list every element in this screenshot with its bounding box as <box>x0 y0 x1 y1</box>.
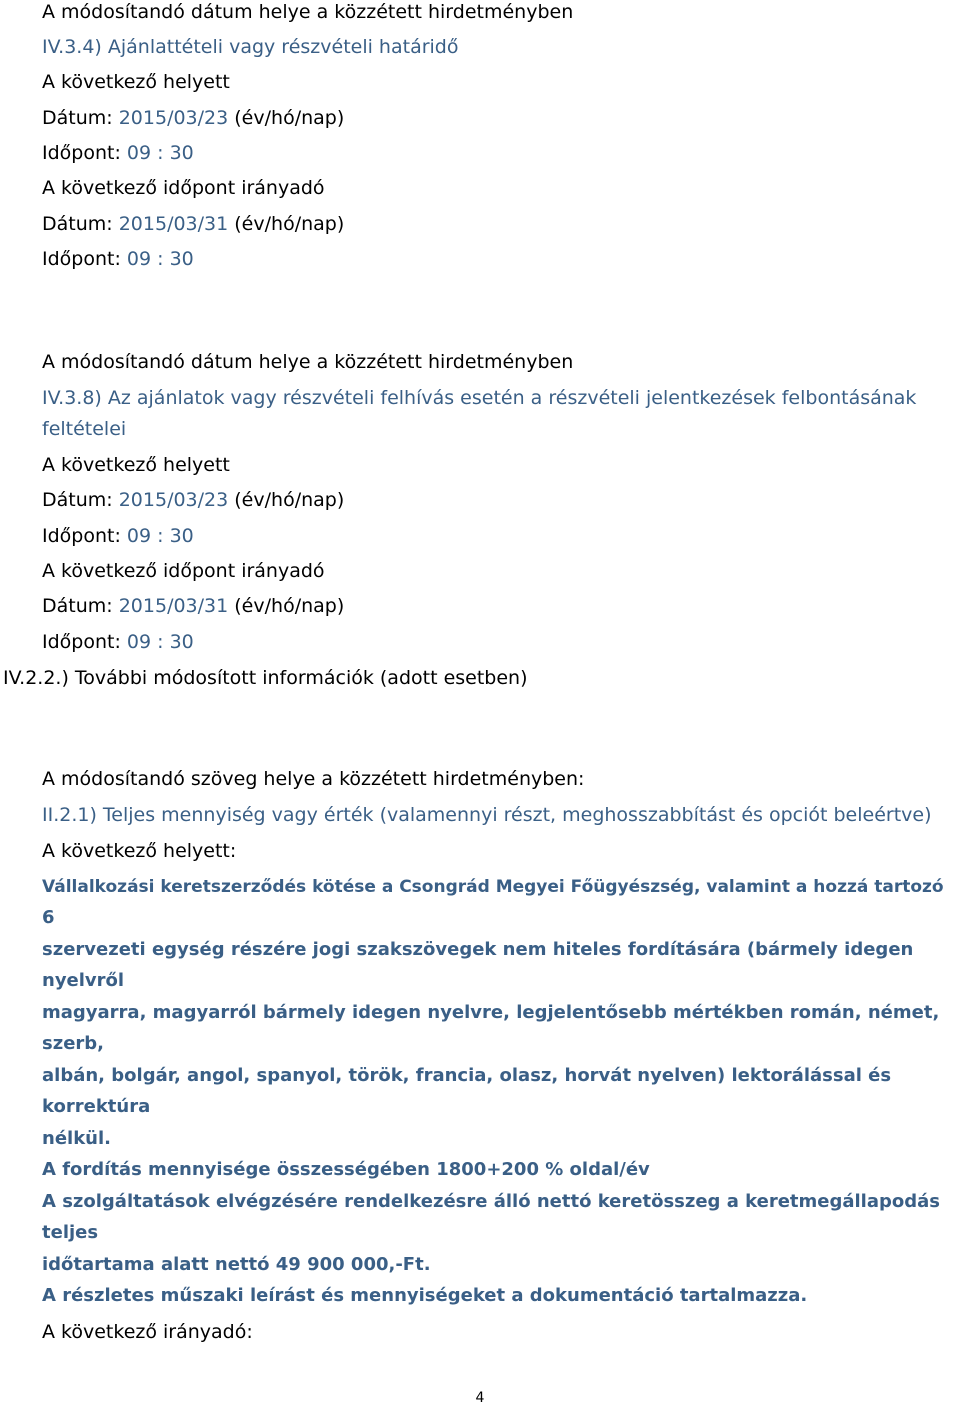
paragraph-line: Vállalkozási keretszerződés kötése a Csongrád Megyei Főügyészség, valamint a hozzá tartozó <box>42 877 944 897</box>
date-row <box>42 488 344 512</box>
section-code: IV.3. <box>42 387 83 409</box>
section-title: 4) Ajánlattételi vagy részvételi határidő <box>82 36 459 58</box>
instead-of-label: A következő helyett: <box>42 840 237 862</box>
paragraph-line: nyelvről <box>42 970 125 991</box>
date-value: 2015/03/23 <box>118 107 229 129</box>
section-code-heading <box>42 803 932 827</box>
date-value: 2015/03/31 <box>118 213 229 235</box>
paragraph-line: 6 <box>42 907 55 928</box>
paragraph-line: nélkül. <box>42 1128 111 1149</box>
paragraph-line: A részletes műszaki leírást és mennyiségeket a dokumentáció tartalmazza. <box>42 1285 808 1306</box>
date-label: Dátum: <box>42 595 119 617</box>
date-format: (év/hó/nap) <box>228 595 345 617</box>
date-format: (év/hó/nap) <box>228 107 345 129</box>
date-label: Dátum: <box>42 213 119 235</box>
time-row <box>42 247 194 271</box>
section-code: II.2. <box>42 804 78 826</box>
time-row <box>42 630 194 654</box>
page-number: 4 <box>475 1390 485 1406</box>
date-value: 2015/03/23 <box>118 489 229 511</box>
instead-of-label: A következő helyett <box>42 454 230 476</box>
date-format: (év/hó/nap) <box>228 213 345 235</box>
section-code-heading <box>42 35 459 59</box>
paragraph-line: szerb, <box>42 1033 104 1054</box>
following-label: A következő irányadó: <box>42 1321 253 1343</box>
time-row <box>42 141 194 165</box>
time-value: 09 : 30 <box>126 248 194 270</box>
section-code-heading <box>42 386 916 410</box>
paragraph-line: magyarra, magyarról bármely idegen nyelvre, legjelentősebb mértékben román, német, <box>42 1002 940 1023</box>
further-info-heading: IV.2.2.) További módosított információk (adott esetben) <box>3 667 528 689</box>
time-label: Időpont: <box>42 142 127 164</box>
time-value: 09 : 30 <box>126 631 194 653</box>
paragraph-line: albán, bolgár, angol, spanyol, török, francia, olasz, horvát nyelven) lektorálással és <box>42 1065 892 1086</box>
time-label: Időpont: <box>42 248 127 270</box>
time-value: 09 : 30 <box>126 142 194 164</box>
paragraph-line: teljes <box>42 1222 99 1243</box>
date-format: (év/hó/nap) <box>228 489 345 511</box>
following-label: A következő időpont irányadó <box>42 177 325 199</box>
modified-date-place-label: A módosítandó dátum helye a közzétett hirdetményben <box>42 351 574 373</box>
paragraph-line: A fordítás mennyisége összességében 1800+200 % oldal/év <box>42 1159 650 1180</box>
modified-text-place-label: A módosítandó szöveg helye a közzétett hirdetményben: <box>42 768 585 790</box>
paragraph-line: korrektúra <box>42 1096 151 1117</box>
date-row <box>42 594 344 618</box>
date-row <box>42 212 344 236</box>
section-code: IV.3. <box>42 36 83 58</box>
following-label: A következő időpont irányadó <box>42 560 325 582</box>
time-label: Időpont: <box>42 631 127 653</box>
paragraph-line: szervezeti egység részére jogi szakszövegek nem hiteles fordítására (bármely idegen <box>42 939 914 960</box>
date-label: Dátum: <box>42 489 119 511</box>
modified-date-place-label: A módosítandó dátum helye a közzétett hirdetményben <box>42 1 574 23</box>
time-value: 09 : 30 <box>126 525 194 547</box>
paragraph-line: időtartama alatt nettó 49 900 000,-Ft. <box>42 1254 431 1275</box>
time-row <box>42 524 194 548</box>
date-row <box>42 106 344 130</box>
date-value: 2015/03/31 <box>118 595 229 617</box>
instead-of-label: A következő helyett <box>42 71 230 93</box>
section-title: 8) Az ajánlatok vagy részvételi felhívás esetén a részvételi jelentkezések felbontásának <box>82 387 917 409</box>
paragraph-line: A szolgáltatások elvégzésére rendelkezésre álló nettó keretösszeg a keretmegállapodás <box>42 1191 940 1212</box>
date-label: Dátum: <box>42 107 119 129</box>
time-label: Időpont: <box>42 525 127 547</box>
section-title-continued: feltételei <box>42 418 127 440</box>
section-title: 1) Teljes mennyiség vagy érték (valamennyi részt, meghosszabbítást és opciót beleértve) <box>77 804 932 826</box>
